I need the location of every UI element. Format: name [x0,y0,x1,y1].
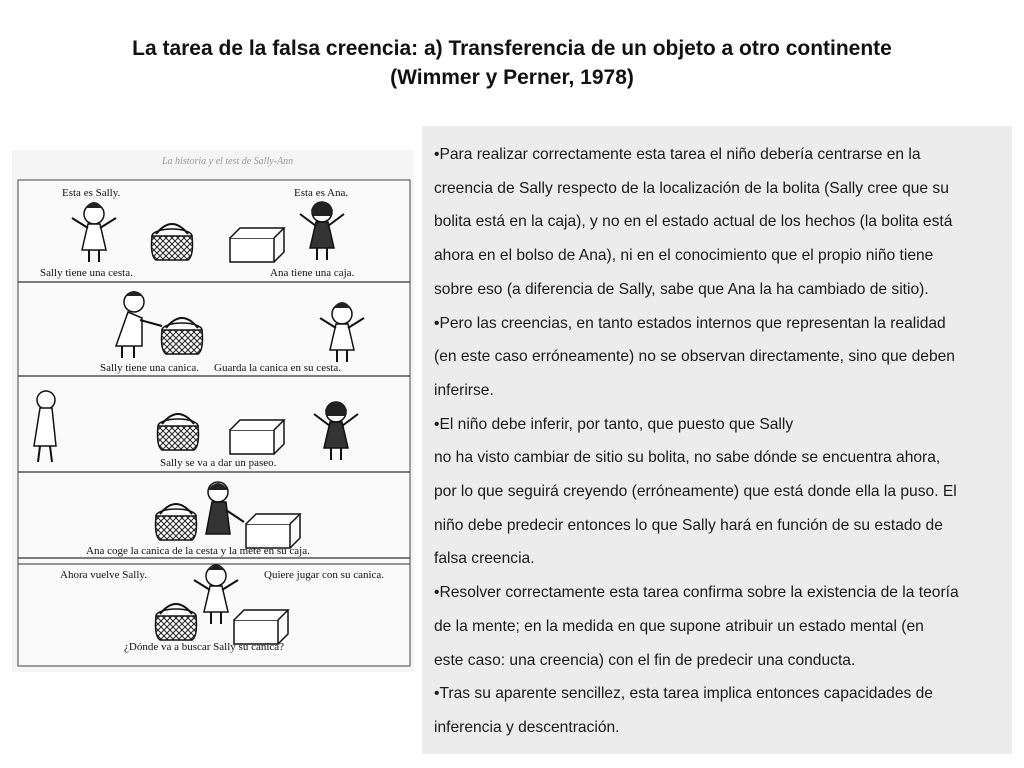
explanation-line: niño debe predecir entonces lo que Sally hará en función de su estado de [434,516,943,534]
explanation-line: (en este caso erróneamente) no se observan directamente, sino que deben [434,348,955,366]
label-ana: Esta es Ana. [294,187,349,199]
explanation-line: este caso: una creencia) con el fin de predecir una conducta. [434,651,856,669]
title-line-1: La tarea de la falsa creencia: a) Transferencia de un objeto a otro continente [132,37,892,60]
caption-6: Ana coge la canica de la cesta y la mete en su caja. [86,545,310,557]
explanation-line: bolita está en la caja), y no en el estado actual de los hechos (la bolita está [434,213,953,231]
explanation-line: creencia de Sally respecto de la localización de la bolita (Sally cree que su [434,179,949,197]
caption-3: Sally tiene una canica. [100,362,199,374]
caption-4: Guarda la canica en su cesta. [214,362,342,374]
caption-7: Ahora vuelve Sally. [60,569,147,581]
explanation-textbox [422,126,1012,754]
comic-header: La historia y el test de Sally-Ann [162,156,294,167]
explanation-line: falsa creencia. [434,550,535,568]
caption-9: ¿Dónde va a buscar Sally su canica? [124,641,285,653]
explanation-line: •Para realizar correctamente esta tarea el niño debería centrarse en la [434,146,921,163]
caption-8: Quiere jugar con su canica. [264,569,385,581]
title-line-2: (Wimmer y Perner, 1978) [390,66,634,89]
explanation-line: inferirse. [434,381,494,399]
caption-2: Ana tiene una caja. [270,267,355,279]
explanation-line: •Tras su aparente sencillez, esta tarea implica entonces capacidades de [434,685,933,703]
slide-title [60,34,964,92]
caption-5: Sally se va a dar un paseo. [160,457,277,469]
label-sally: Esta es Sally. [62,187,121,199]
sally-anne-comic [12,150,414,672]
explanation-line: no ha visto cambiar de sitio su bolita, no sabe dónde se encuentra ahora, [434,449,941,467]
explanation-line: •Pero las creencias, en tanto estados internos que representan la realidad [434,314,946,332]
explanation-line: •Resolver correctamente esta tarea confirma sobre la existencia de la teoría [434,584,959,602]
caption-1: Sally tiene una cesta. [40,267,133,279]
explanation-line: ahora en el bolso de Ana), ni en el conocimiento que el propio niño tiene [434,247,934,265]
explanation-line: de la mente; en la medida en que supone atribuir un estado mental (en [434,617,924,635]
explanation-line: sobre eso (a diferencia de Sally, sabe que Ana la ha cambiado de sitio). [434,280,929,298]
explanation-line: por lo que seguirá creyendo (erróneamente) que está donde ella la puso. El [434,483,957,501]
explanation-line: •El niño debe inferir, por tanto, que puesto que Sally [434,415,794,433]
explanation-line: inferencia y descentración. [434,718,620,736]
